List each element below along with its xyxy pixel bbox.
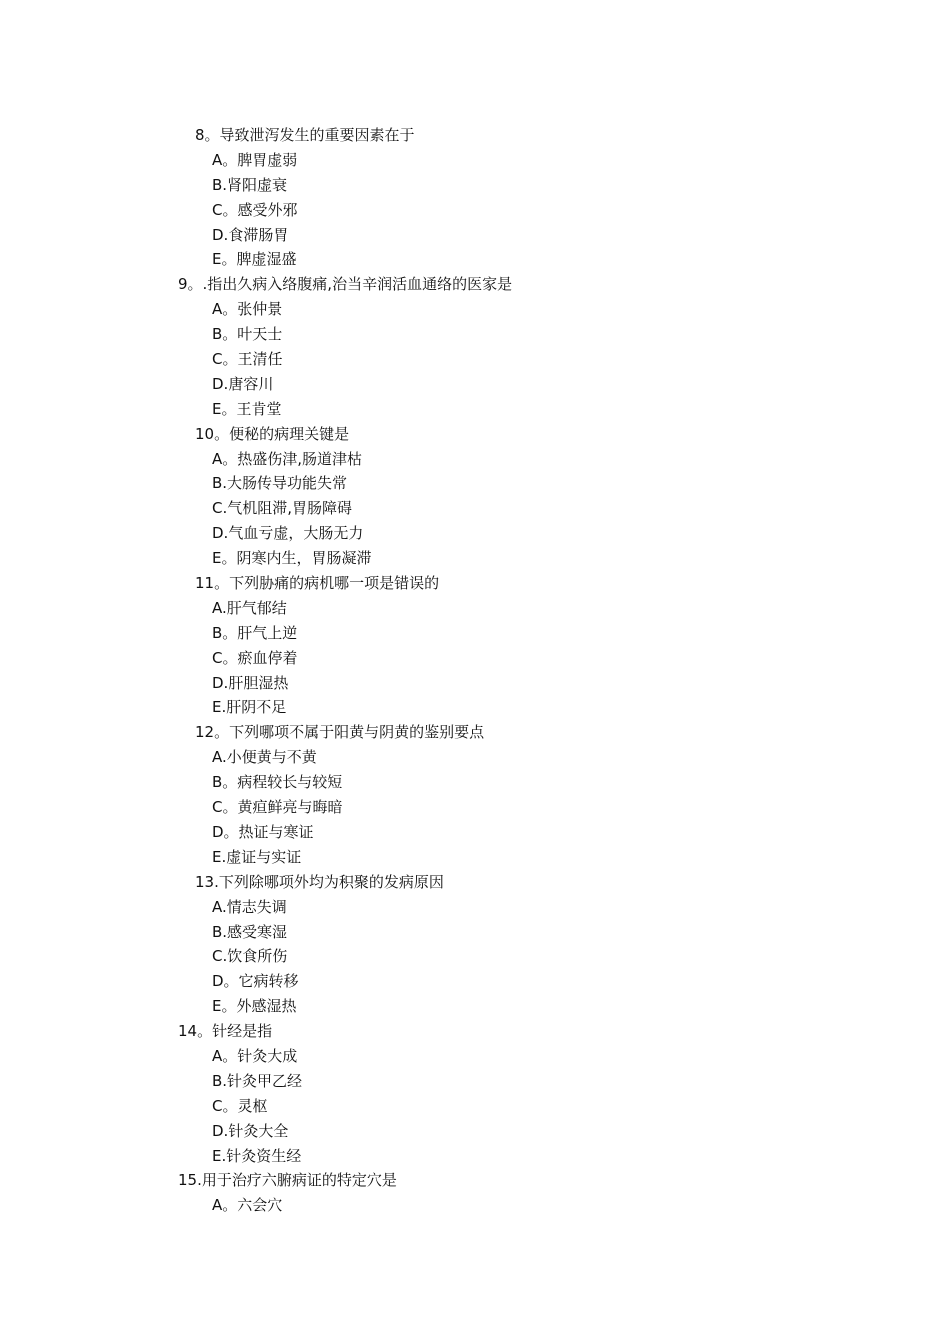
answer-option: C。感受外邪 [212, 200, 298, 219]
answer-option: B.肾阳虚衰 [212, 175, 288, 194]
answer-option: A。热盛伤津,肠道津枯 [212, 449, 363, 468]
answer-option: B。叶天士 [212, 325, 283, 344]
answer-option: D.气血亏虚，大肠无力 [212, 524, 364, 543]
question-stem: 9。.指出久病入络腹痛,治当辛润活血通络的医家是 [178, 275, 513, 294]
answer-option: C.气机阻滞,胃肠障碍 [212, 499, 353, 518]
answer-option: D。它病转移 [212, 972, 299, 991]
answer-option: C。黄疸鲜亮与晦暗 [212, 798, 343, 817]
question-stem: 11。下列胁痛的病机哪一项是错误的 [195, 574, 440, 593]
answer-option: B.感受寒湿 [212, 922, 288, 941]
question-stem: 13.下列除哪项外均为积聚的发病原因 [195, 872, 444, 891]
answer-option: B.大肠传导功能失常 [212, 474, 348, 493]
answer-option: B。病程较长与较短 [212, 773, 343, 792]
answer-option: A.小便黄与不黄 [212, 748, 317, 767]
answer-option: C。灵枢 [212, 1096, 268, 1115]
answer-option: C.饮食所伤 [212, 947, 288, 966]
answer-option: E。外感湿热 [212, 997, 297, 1016]
answer-option: C。瘀血停着 [212, 648, 298, 667]
answer-option: B。肝气上逆 [212, 623, 298, 642]
answer-option: D.唐容川 [212, 374, 274, 393]
answer-option: E.肝阴不足 [212, 698, 287, 717]
answer-option: A。脾胃虚弱 [212, 150, 298, 169]
answer-option: E。王肯堂 [212, 399, 282, 418]
answer-option: E。阴寒内生，胃肠凝滞 [212, 549, 372, 568]
answer-option: E.针灸资生经 [212, 1146, 302, 1165]
answer-option: A.肝气郁结 [212, 598, 287, 617]
question-stem: 10。便秘的病理关键是 [195, 424, 350, 443]
answer-option: D.肝胆湿热 [212, 673, 289, 692]
answer-option: A。针灸大成 [212, 1046, 298, 1065]
answer-option: A.情志失调 [212, 897, 287, 916]
answer-option: B.针灸甲乙经 [212, 1071, 303, 1090]
question-stem: 15.用于治疗六腑病证的特定穴是 [178, 1171, 397, 1190]
answer-option: D。热证与寒证 [212, 822, 314, 841]
answer-option: A。六会穴 [212, 1196, 283, 1215]
question-stem: 8。导致泄泻发生的重要因素在于 [195, 126, 415, 144]
answer-option: E.虚证与实证 [212, 847, 302, 866]
question-stem: 14。针经是指 [178, 1022, 273, 1041]
answer-option: D.食滞肠胃 [212, 225, 289, 244]
answer-option: D.针灸大全 [212, 1121, 289, 1140]
answer-option: C。王清任 [212, 350, 283, 369]
question-stem: 12。下列哪项不属于阳黄与阴黄的鉴别要点 [195, 723, 485, 742]
answer-option: E。脾虚湿盛 [212, 250, 297, 269]
answer-option: A。张仲景 [212, 300, 283, 319]
question-list [0, 123, 950, 1218]
